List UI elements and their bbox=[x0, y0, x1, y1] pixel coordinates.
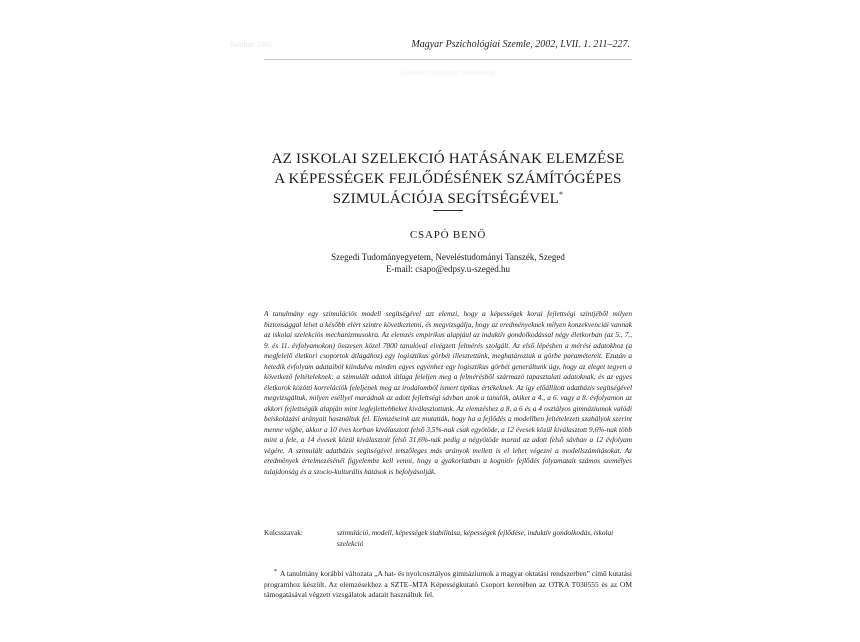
footnote-mark: * bbox=[274, 568, 277, 575]
header-band-faint: Elméleti fejlesztési tanulmány bbox=[400, 68, 496, 77]
title-line-2: A KÉPESSÉGEK FEJLŐDÉSÉNEK SZÁMÍTÓGÉPES bbox=[274, 171, 622, 187]
journal-citation: Magyar Pszichológiai Szemle, 2002, LVII. 1. 211–227. bbox=[411, 39, 630, 50]
keywords-label: Kulcsszavak: bbox=[264, 528, 303, 537]
header-rule bbox=[264, 59, 632, 60]
title-line-1: AZ ISKOLAI SZELEKCIÓ HATÁSÁNAK ELEMZÉSE bbox=[271, 151, 625, 167]
author-name: CSAPÓ BENŐ bbox=[409, 229, 487, 241]
author-email[interactable]: E-mail: csapo@edpsy.u-szeged.hu bbox=[386, 264, 510, 274]
title-line-3-text: SZIMULÁCIÓJA SEGÍTSÉGÉVEL bbox=[332, 191, 560, 207]
title-divider bbox=[433, 210, 463, 211]
header-faint-text: Színház 2002 bbox=[230, 40, 273, 49]
paper-title bbox=[230, 149, 666, 209]
footnote bbox=[264, 569, 632, 601]
keywords bbox=[264, 528, 632, 549]
author-affiliation: Szegedi Tudományegyetem, Neveléstudományi Tanszék, Szeged bbox=[331, 252, 565, 262]
title-footnote-mark[interactable]: * bbox=[559, 190, 564, 199]
keywords-text: szimuláció, modell, képességek stabilitása, képességek fejlődése, induktív gondolkodás, iskolai szelekció bbox=[337, 528, 614, 548]
footnote-text: A tanulmány korábbi változata „A hat- és nyolcosztályos gimnáziumok a magyar oktatási rendszerben” című kutatási programhoz készült. Az elemzésekhez a SZTE–MTA Képességkutató Csoport keretében az OTKA T030555 és az OM támogatásával végzett vizsgálatok adatait használtuk fel. bbox=[264, 569, 632, 599]
abstract: A tanulmány egy szimulációs modell segítségével azt elemzi, hogy a képességek korai fejlettségi szintjéből milyen biztonsággal lehet a később elért szintre következtetni, és megvizsgálja, hogy az eredményeknek milyen konzekvenciái vannak az iskolai szelekciós mechanizmusokra. Az elemzés empirikus alapjául az induktív gondolkodással négy életkorban (az 5., 7., 9. és 11. évfolyamokon) összesen közel 7800 tanulóval elvégzett felmérés szolgált. Az első lépésben a mérési adatokhoz (a megfelelő életkori csoportok átlagához) egy logisztikus görbét illesztettünk, meghatároztuk a görbe paramétereit. Ezután a hetedik évfolyam adataiból kiindulva minden egyes egyénhez egy logisztikus görbét generáltunk úgy, hogy az eleget tegyen a következő feltételeknek: a szimulált adatok átlaga feleljen meg a felmérésből származó tapasztalati adatoknak, és az egyes életkorok közötti korrelációk feleljenek meg az irodalomból ismert tipikus értékeknek. Az így előállított adatbázis segítségével megvizsgáltuk, milyen eséllyel maradnak az adott fejlettségi sávban azok a tanulók, akiket a 4., a 6. vagy a 8. évfolyamon az akkori fejlettségük alapján mint legfejlettebbeket kiválasztottunk. Az elemzéshez a 8, a 6 és a 4 osztályos gimnáziumok valódi beiskolázási arányait használtuk fel. Elemzéseink azt mutatták, hogy ha a fejlődés a modellben feltételezett szabályok szerint menne végbe, akkor a 10 éves korban kiválasztott felső 3,5%-nak csak egyötöde, a 12 évesek közül kiválasztott 9,6%-nak több mint a fele, a 14 évesek közül kiválasztott felső 31,6%-nak pedig a négyötöde marad az adott felső sávban a 12 évfolyam végére. A szimulált adatbázis segítségével tetszőleges más arányok mellett is el lehet végezni a modellszámításokat. Az eredmények értelmezésénél figyelembe kell venni, hogy a gyakorlatban a kognitív fejlődés folyamatait számos személyes tulajdonság és a szocio-kulturális hatások is befolyásolják. bbox=[264, 309, 632, 476]
title-line-3 bbox=[230, 189, 666, 209]
author-affiliation-block bbox=[264, 251, 632, 275]
